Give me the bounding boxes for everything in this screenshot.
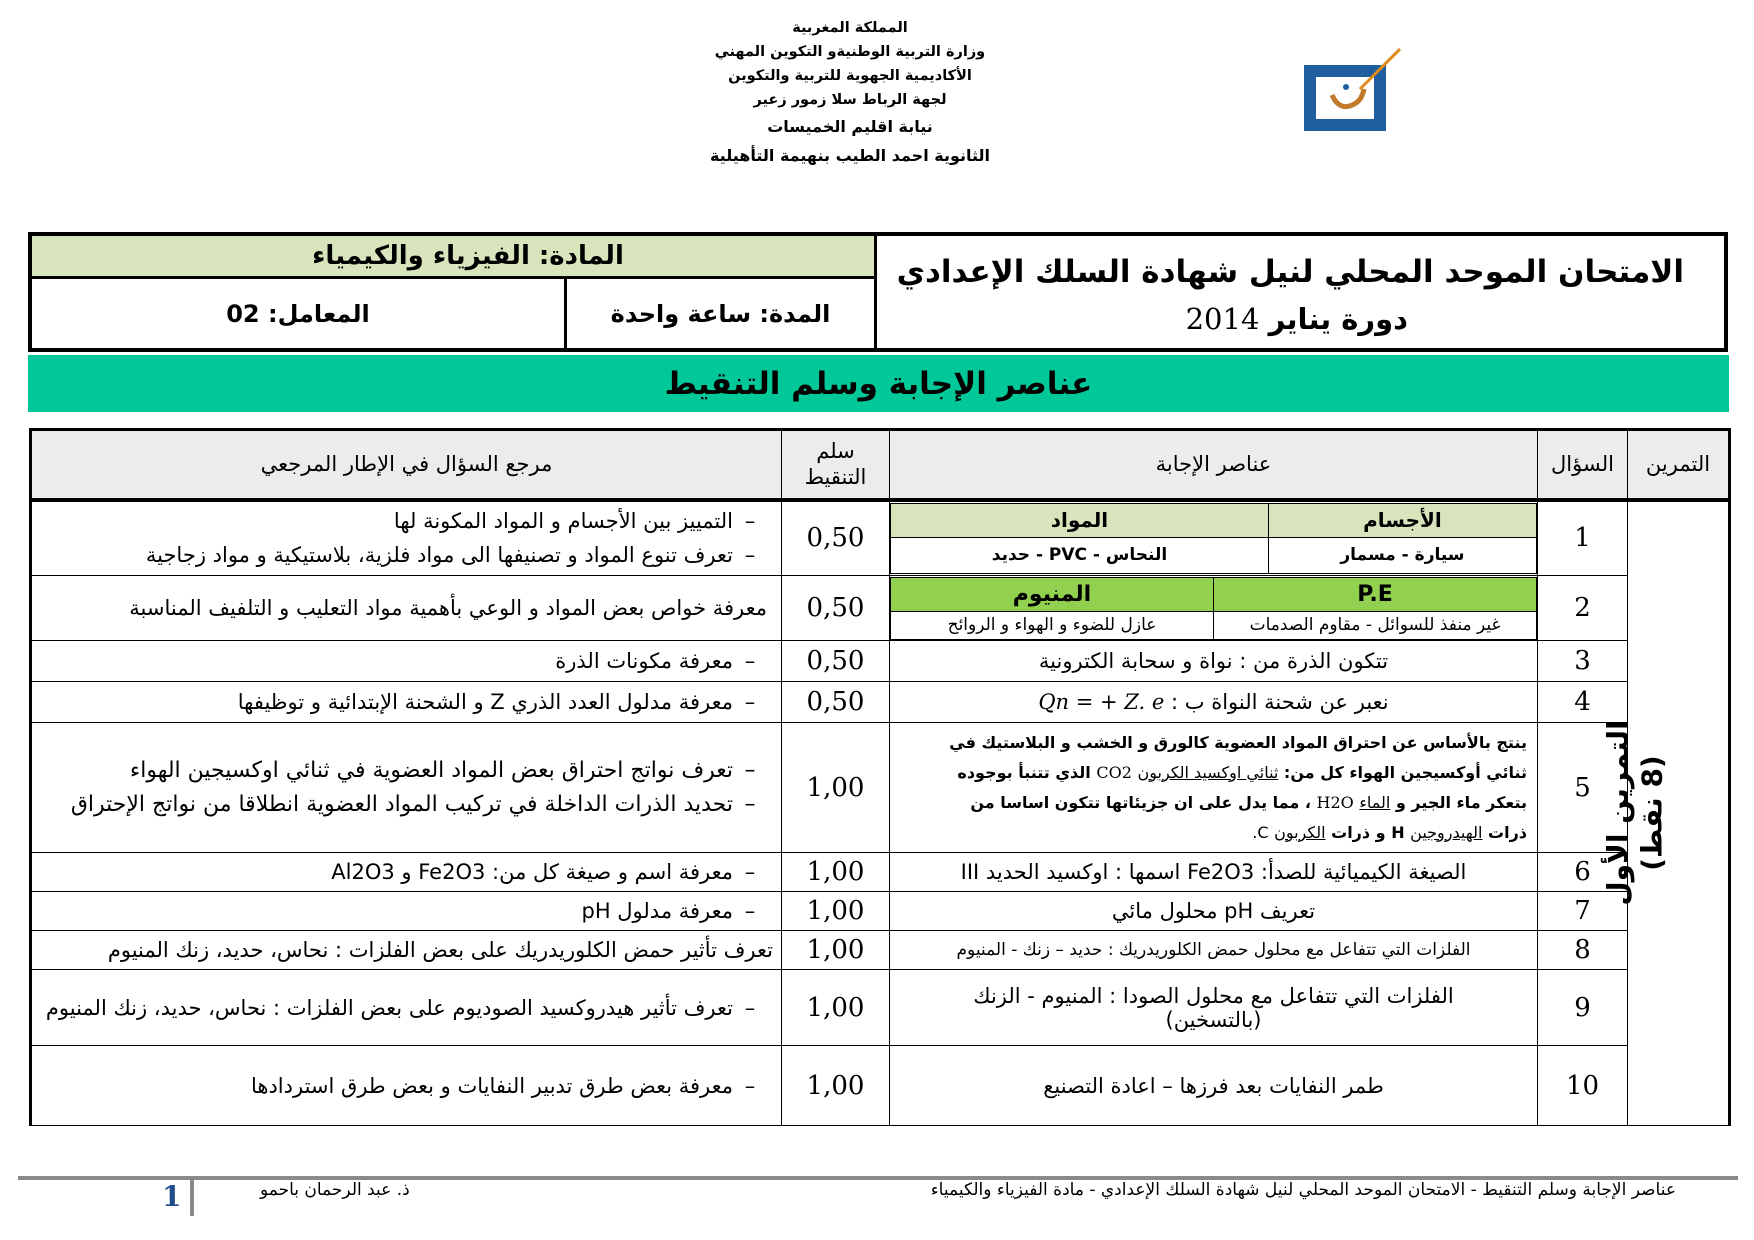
exam-title: الامتحان الموحد المحلي لنيل شهادة السلك الإعدادي [896,254,1684,290]
reference-line: –معرفة بعض طرق تدبير النفايات و بعض طرق استردادها [250,1073,756,1098]
table-row [31,853,1730,892]
header-points-line: سلم [816,439,855,464]
reference-cell [31,970,782,1046]
header-points [782,430,890,500]
question-number: 6 [1538,853,1628,892]
session-year: 2014 [1185,302,1260,336]
answer-subtable-head: الأجسام [1268,503,1536,537]
answer-cell [890,682,1538,723]
points-value: 1,00 [782,723,890,853]
table-row [31,500,1730,576]
question-number: 10 [1538,1046,1628,1126]
section-banner: عناصر الإجابة وسلم التنقيط [28,355,1729,412]
reference-line: –معرفة مكونات الذرة [555,649,756,673]
answer-line: ذرات الهيدروجين H و ذرات الكربون C. [1252,822,1527,842]
answer-subtable-value: النحاس - PVC - حديد [891,537,1269,573]
reference-line: – تعرف تأثير هيدروكسيد الصوديوم على بعض الفلزات : نحاس، حديد، زنك المنيوم [45,995,756,1020]
exam-info-cell [32,236,874,348]
header-exercise: التمرين [1628,430,1730,500]
exercise-title: التمرين الأول [1601,720,1635,906]
answer-subtable-value: سيارة - مسمار [1268,537,1536,573]
answer-text: الصيغة الكيميائية للصدأ: Fe2O3 اسمها : اوكسيد الحديد III [890,853,1538,892]
answer-subtable [890,503,1537,574]
reference-cell [31,500,782,576]
reference-cell [31,641,782,682]
answer-text: تتكون الذرة من : نواة و سحابة الكترونية [890,641,1538,682]
answer-cell [890,576,1538,641]
question-number: 2 [1538,576,1628,641]
charge-formula: Qn = + Z. e [1038,690,1165,714]
points-value: 1,00 [782,1046,890,1126]
exam-meta-row [32,279,874,348]
question-number: 5 [1538,723,1628,853]
reference-line: –تحديد الذرات الداخلة في تركيب المواد العضوية انطلاقا من نواتج الإحتراق [70,791,756,817]
header-points-line: التنقيط [804,465,867,490]
answer-subtable [890,577,1537,640]
points-value: 0,50 [782,576,890,641]
duration: المدة: ساعة واحدة [564,279,874,348]
footer-separator [190,1178,194,1216]
answer-subtable-head: المواد [891,503,1269,537]
header-line: وزارة التربية الوطنيةو التكوين المهني [714,44,986,60]
question-number: 4 [1538,682,1628,723]
header-reference: مرجع السؤال في الإطار المرجعي [31,430,782,500]
answer-line: ينتج بالأساس عن احتراق المواد العضوية كالورق و الخشب و البلاستيك في [949,732,1527,752]
table-row [31,682,1730,723]
points-value: 1,00 [782,970,890,1046]
table-row [31,576,1730,641]
question-number: 7 [1538,892,1628,931]
reference-line: –معرفة اسم و صيغة كل من: Fe2O3 و Al2O3 [331,860,756,884]
exercise-cell [1601,500,1730,1126]
points-value: 0,50 [782,682,890,723]
answer-cell [890,500,1538,576]
answer-text: الفلزات التي تتفاعل مع محلول الصودا : المنيوم - الزنك (بالتسخين) [890,970,1538,1046]
reference-line: –التمييز بين الأجسام و المواد المكونة لها [393,509,756,534]
answer-line: ثنائي أوكسيجين الهواء كل من: ثنائي اوكسيد الكربون CO2 الذي تتنبأ بوجوده [957,762,1527,782]
reference-line: –تعرف نواتج احتراق بعض المواد العضوية في ثنائي اوكسيجين الهواء [129,757,756,783]
table-header-row [31,430,1730,500]
reference-cell [31,1046,782,1126]
reference-cell [31,931,782,970]
answer-subtable-value: عازل للضوء و الهواء و الروائح [891,611,1214,639]
reference-cell [31,892,782,931]
question-number: 3 [1538,641,1628,682]
answer-text: طمر النفايات بعد فرزها – اعادة التصنيع [890,1046,1538,1126]
page-number: 1 [162,1180,182,1213]
table-row [31,1046,1730,1126]
reference-cell [31,576,782,641]
points-value: 1,00 [782,892,890,931]
academy-logo [1300,45,1410,140]
institution-header [650,16,1050,170]
footer-description: عناصر الإجابة وسلم التنقيط - الامتحان الموحد المحلي لنيل شهادة السلك الإعدادي - مادة الفيزياء والكيمياء [930,1180,1676,1200]
answer-paragraph [890,723,1538,853]
points-value: 0,50 [782,500,890,576]
header-line: المملكة المغربية [792,20,908,36]
reference-cell [31,723,782,853]
reference-cell [31,853,782,892]
header-question: السؤال [1538,430,1628,500]
table-row [31,641,1730,682]
footer-author: ذ. عبد الرحمان باحمو [260,1180,410,1200]
answer-text: نعبر عن شحنة النواة ب : [1171,690,1389,714]
subject: المادة: الفيزياء والكيمياء [32,236,874,279]
points-value: 1,00 [782,853,890,892]
points-value: 0,50 [782,641,890,682]
answer-subtable-value: غير منفذ للسوائل - مقاوم الصدمات [1214,611,1537,639]
header-answer: عناصر الإجابة [890,430,1538,500]
answer-key-table [29,428,1731,1126]
table-row [31,970,1730,1046]
question-number: 9 [1538,970,1628,1046]
header-line: الأكاديمية الجهوية للتربية والتكوين [728,68,972,84]
table-row [31,723,1730,853]
reference-line: معرفة خواص بعض المواد و الوعي بأهمية مواد التعليب و التلفيف المناسبة [129,596,767,620]
session-label: دورة يناير [1268,302,1408,336]
coefficient: المعامل: 02 [226,299,370,328]
answer-subtable-head: المنيوم [891,577,1214,611]
reference-line: –تعرف تنوع المواد و تصنيفها الى مواد فلزية، بلاستيكية و مواد زجاجية [145,543,756,568]
reference-line: –معرفة مدلول العدد الذري Z و الشحنة الإبتدائية و توظيفها [237,690,756,714]
reference-line: –معرفة مدلول pH [581,899,756,923]
answer-text: الفلزات التي تتفاعل مع محلول حمض الكلوريدريك : حديد – زنك - المنيوم [890,931,1538,970]
answer-text: تعريف pH محلول مائي [890,892,1538,931]
header-line: لجهة الرباط سلا زمور زعير [753,92,947,108]
reference-cell [31,682,782,723]
exam-session [1186,302,1408,336]
exam-title-box [28,232,1728,352]
header-line: الثانوية احمد الطيب بنهيمة التأهيلية [709,146,991,165]
answer-line: بتعكر ماء الجير و الماء H2O ، مما يدل على ان جزيئاتها تتكون اساسا من [970,792,1527,812]
header-line: نيابة اقليم الخميسات [767,117,933,136]
exercise-label [1601,721,1669,906]
reference-line: تعرف تأثير حمض الكلوريدريك على بعض الفلزات : نحاس، حديد، زنك المنيوم [107,938,773,962]
table-row [31,892,1730,931]
table-row [31,931,1730,970]
question-number: 8 [1538,931,1628,970]
exercise-points: (8 نقط) [1635,755,1669,871]
points-value: 1,00 [782,931,890,970]
question-number: 1 [1538,500,1628,576]
answer-subtable-head: P.E [1214,577,1537,611]
exam-title-cell [874,236,1724,348]
